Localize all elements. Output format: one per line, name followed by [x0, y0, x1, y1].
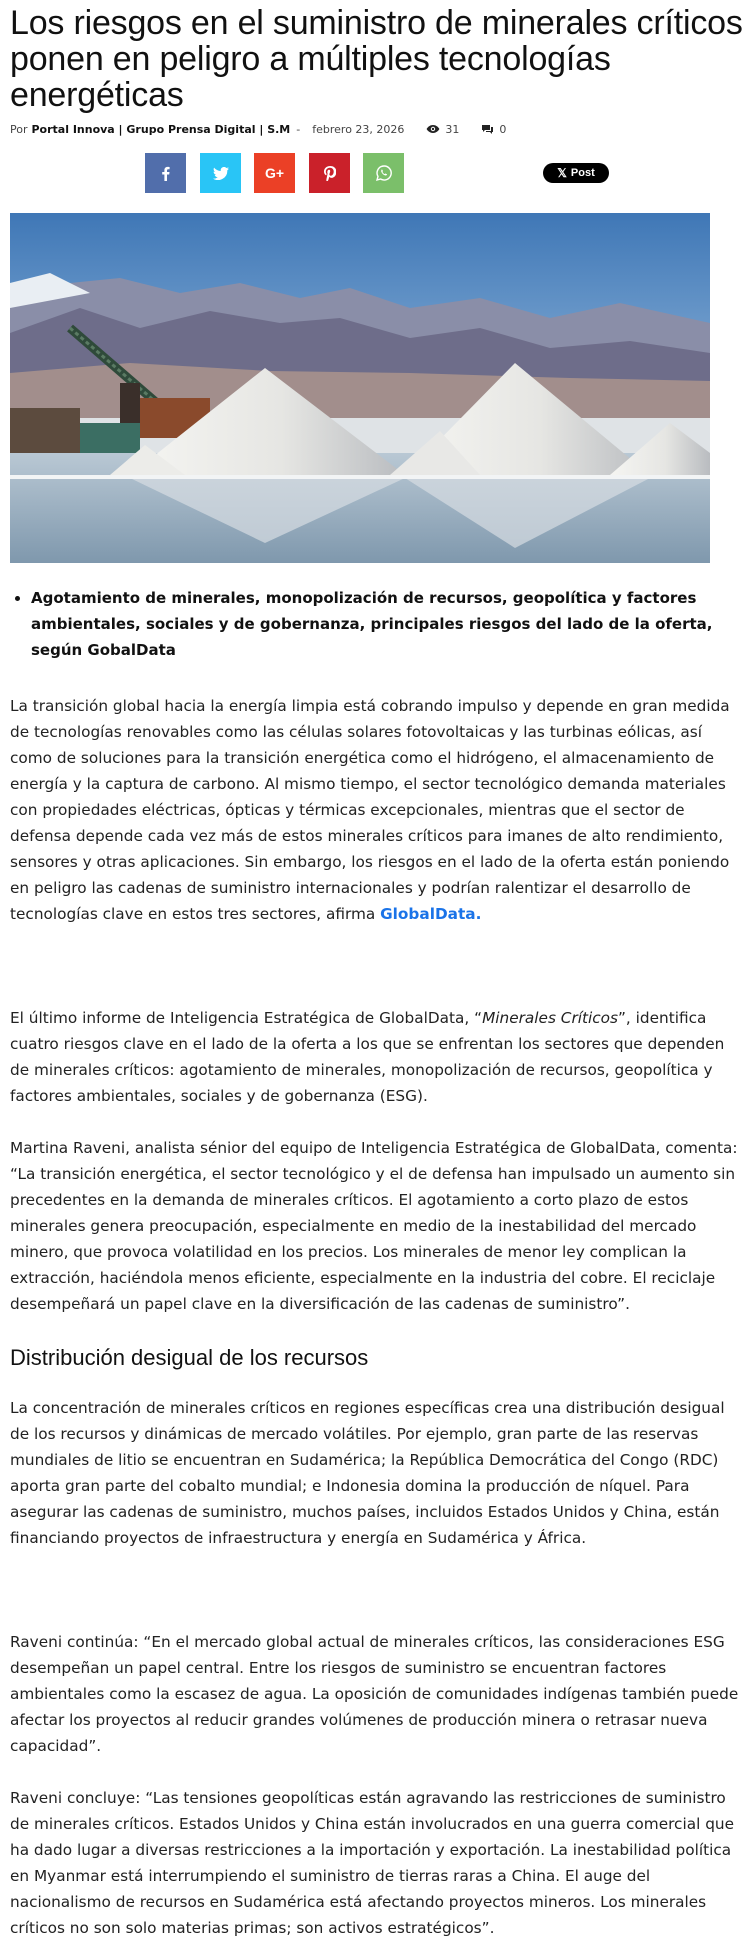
hero-image [10, 213, 710, 563]
eye-icon [426, 124, 440, 134]
article-meta [10, 121, 743, 137]
comments-count[interactable] [481, 123, 506, 136]
publish-date: febrero 23, 2026 [312, 122, 405, 136]
share-twitter-button[interactable] [200, 153, 241, 193]
whatsapp-icon [376, 165, 392, 181]
author-link[interactable]: Portal Innova | Grupo Prensa Digital | S.M [31, 122, 291, 136]
share-googleplus-button[interactable] [254, 153, 295, 193]
highlights-list [10, 585, 750, 663]
paragraph-intro-end: . [475, 905, 482, 923]
facebook-icon [161, 166, 170, 181]
paragraph-raveni-concludes: Raveni concluye: “Las tensiones geopolíticas están agravando las restricciones de suministro de minerales críticos. Estados Unidos y China están involucrados en una guerra comercial que ha dado lugar a diversas restricciones a la importación y exportación. La inestabilidad política en Myanmar está interrumpiendo el suministro de tierras raras a China. El auge del nacionalismo de recursos en Sudamérica está afectando proyectos mineros. Los minerales críticos no son solo materias primas; son activos estratégicos”. [10, 1789, 735, 1937]
meta-separator: - [296, 122, 301, 136]
paragraph-raveni-quote: Martina Raveni, analista sénior del equipo de Inteligencia Estratégica de GlobalData, comenta: “La transición energética, el sector tecnológico y el de defensa han impulsado un aumento sin precedentes en la demanda de minerales críticos. El agotamiento a corto plazo de estos minerales genera preocupación, especialmente en medio de la inestabilidad del mercado minero, que provoca volatilidad en los precios. Los minerales de menor ley complican la extracción, haciéndola menos eficiente, especialmente en la industria del cobre. El reciclaje desempeñará un papel clave en la diversificación de las cadenas de suministro”. [10, 1139, 738, 1313]
report-title: Minerales Críticos [482, 1009, 618, 1027]
paragraph-distribution: La concentración de minerales críticos en regiones específicas crea una distribución desigual de los recursos y dinámicas de mercado volátiles. Por ejemplo, gran parte de las reservas mundiales de litio se encuentran en Sudamérica; la República Democrática del Congo (RDC) aporta gran parte del cobalto mundial; e Indonesia domina la producción de níquel. Para asegurar las cadenas de suministro, muchos países, incluidos Estados Unidos y China, están financiando proyectos de infraestructura y energía en Sudamérica y África. [10, 1399, 725, 1547]
highlight-item: • Agotamiento de minerales, monopolización de recursos, geopolítica y factores ambientales, sociales y de gobernanza, principales riesgos del lado de la oferta, según GobalData [31, 585, 750, 663]
views-count [426, 123, 459, 136]
article [10, 0, 743, 1937]
paragraph-report-after: ”, identifica cuatro riesgos clave en el lado de la oferta a los que se enfrentan los sectores que dependen de minerales críticos: agotamiento de minerales, monopolización de recursos, geopolítica y factores ambientales, sociales y de gobernanza (ESG). [10, 1009, 725, 1105]
share-whatsapp-button[interactable] [363, 153, 404, 193]
x-post-button[interactable] [543, 163, 609, 183]
x-icon: 𝕏 [557, 166, 567, 180]
googleplus-icon: G+ [264, 165, 285, 181]
paragraph-intro-text: La transición global hacia la energía limpia está cobrando impulso y depende en gran medida de tecnologías renovables como las células solares fotovoltaicas y las turbinas eólicas, así como de soluciones para la transición energética como el hidrógeno, el almacenamiento de energía y la captura de carbono. Al mismo tiempo, el sector tecnológico demanda materiales con propiedades eléctricas, ópticas y térmicas excepcionales, mientras que el sector de defensa depende cada vez más de estos minerales críticos para imanes de alto rendimiento, sensores y otras aplicaciones. Sin embargo, los riesgos en el lado de la oferta están poniendo en peligro las cadenas de suministro internacionales y podrían ralentizar el desarrollo de tecnologías clave en estos tres sectores, afirma [10, 697, 730, 923]
views-value: 31 [445, 122, 460, 136]
salt-flat-mining-photo [10, 213, 710, 563]
x-post-label: Post [570, 167, 595, 179]
twitter-icon [213, 167, 229, 180]
paragraph-report-before: El último informe de Inteligencia Estratégica de GlobalData, “ [10, 1009, 483, 1027]
pinterest-icon [324, 166, 336, 181]
byline-prefix: Por [10, 122, 28, 136]
share-bar [10, 153, 743, 195]
paragraph-raveni-continues: Raveni continúa: “En el mercado global actual de minerales críticos, las consideraciones ESG desempeñan un papel central. Entre los riesgos de suministro se encuentran factores ambientales como la escasez de agua. La oposición de comunidades indígenas también puede afectar los proyectos al reducir grandes volúmenes de producción minera o retrasar nueva capacidad”. [10, 1633, 739, 1755]
paragraph-report [10, 1005, 743, 1109]
comment-icon [481, 124, 494, 135]
article-title: Los riesgos en el suministro de minerales críticos ponen en peligro a múltiples tecnologías energéticas [10, 4, 743, 114]
comments-value: 0 [499, 122, 507, 136]
share-pinterest-button[interactable] [309, 153, 350, 193]
paragraph-intro [10, 693, 743, 927]
section-heading: Distribución desigual de los recursos [10, 1345, 369, 1370]
globaldata-link[interactable]: GlobalData [380, 905, 476, 923]
share-facebook-button[interactable] [145, 153, 186, 193]
